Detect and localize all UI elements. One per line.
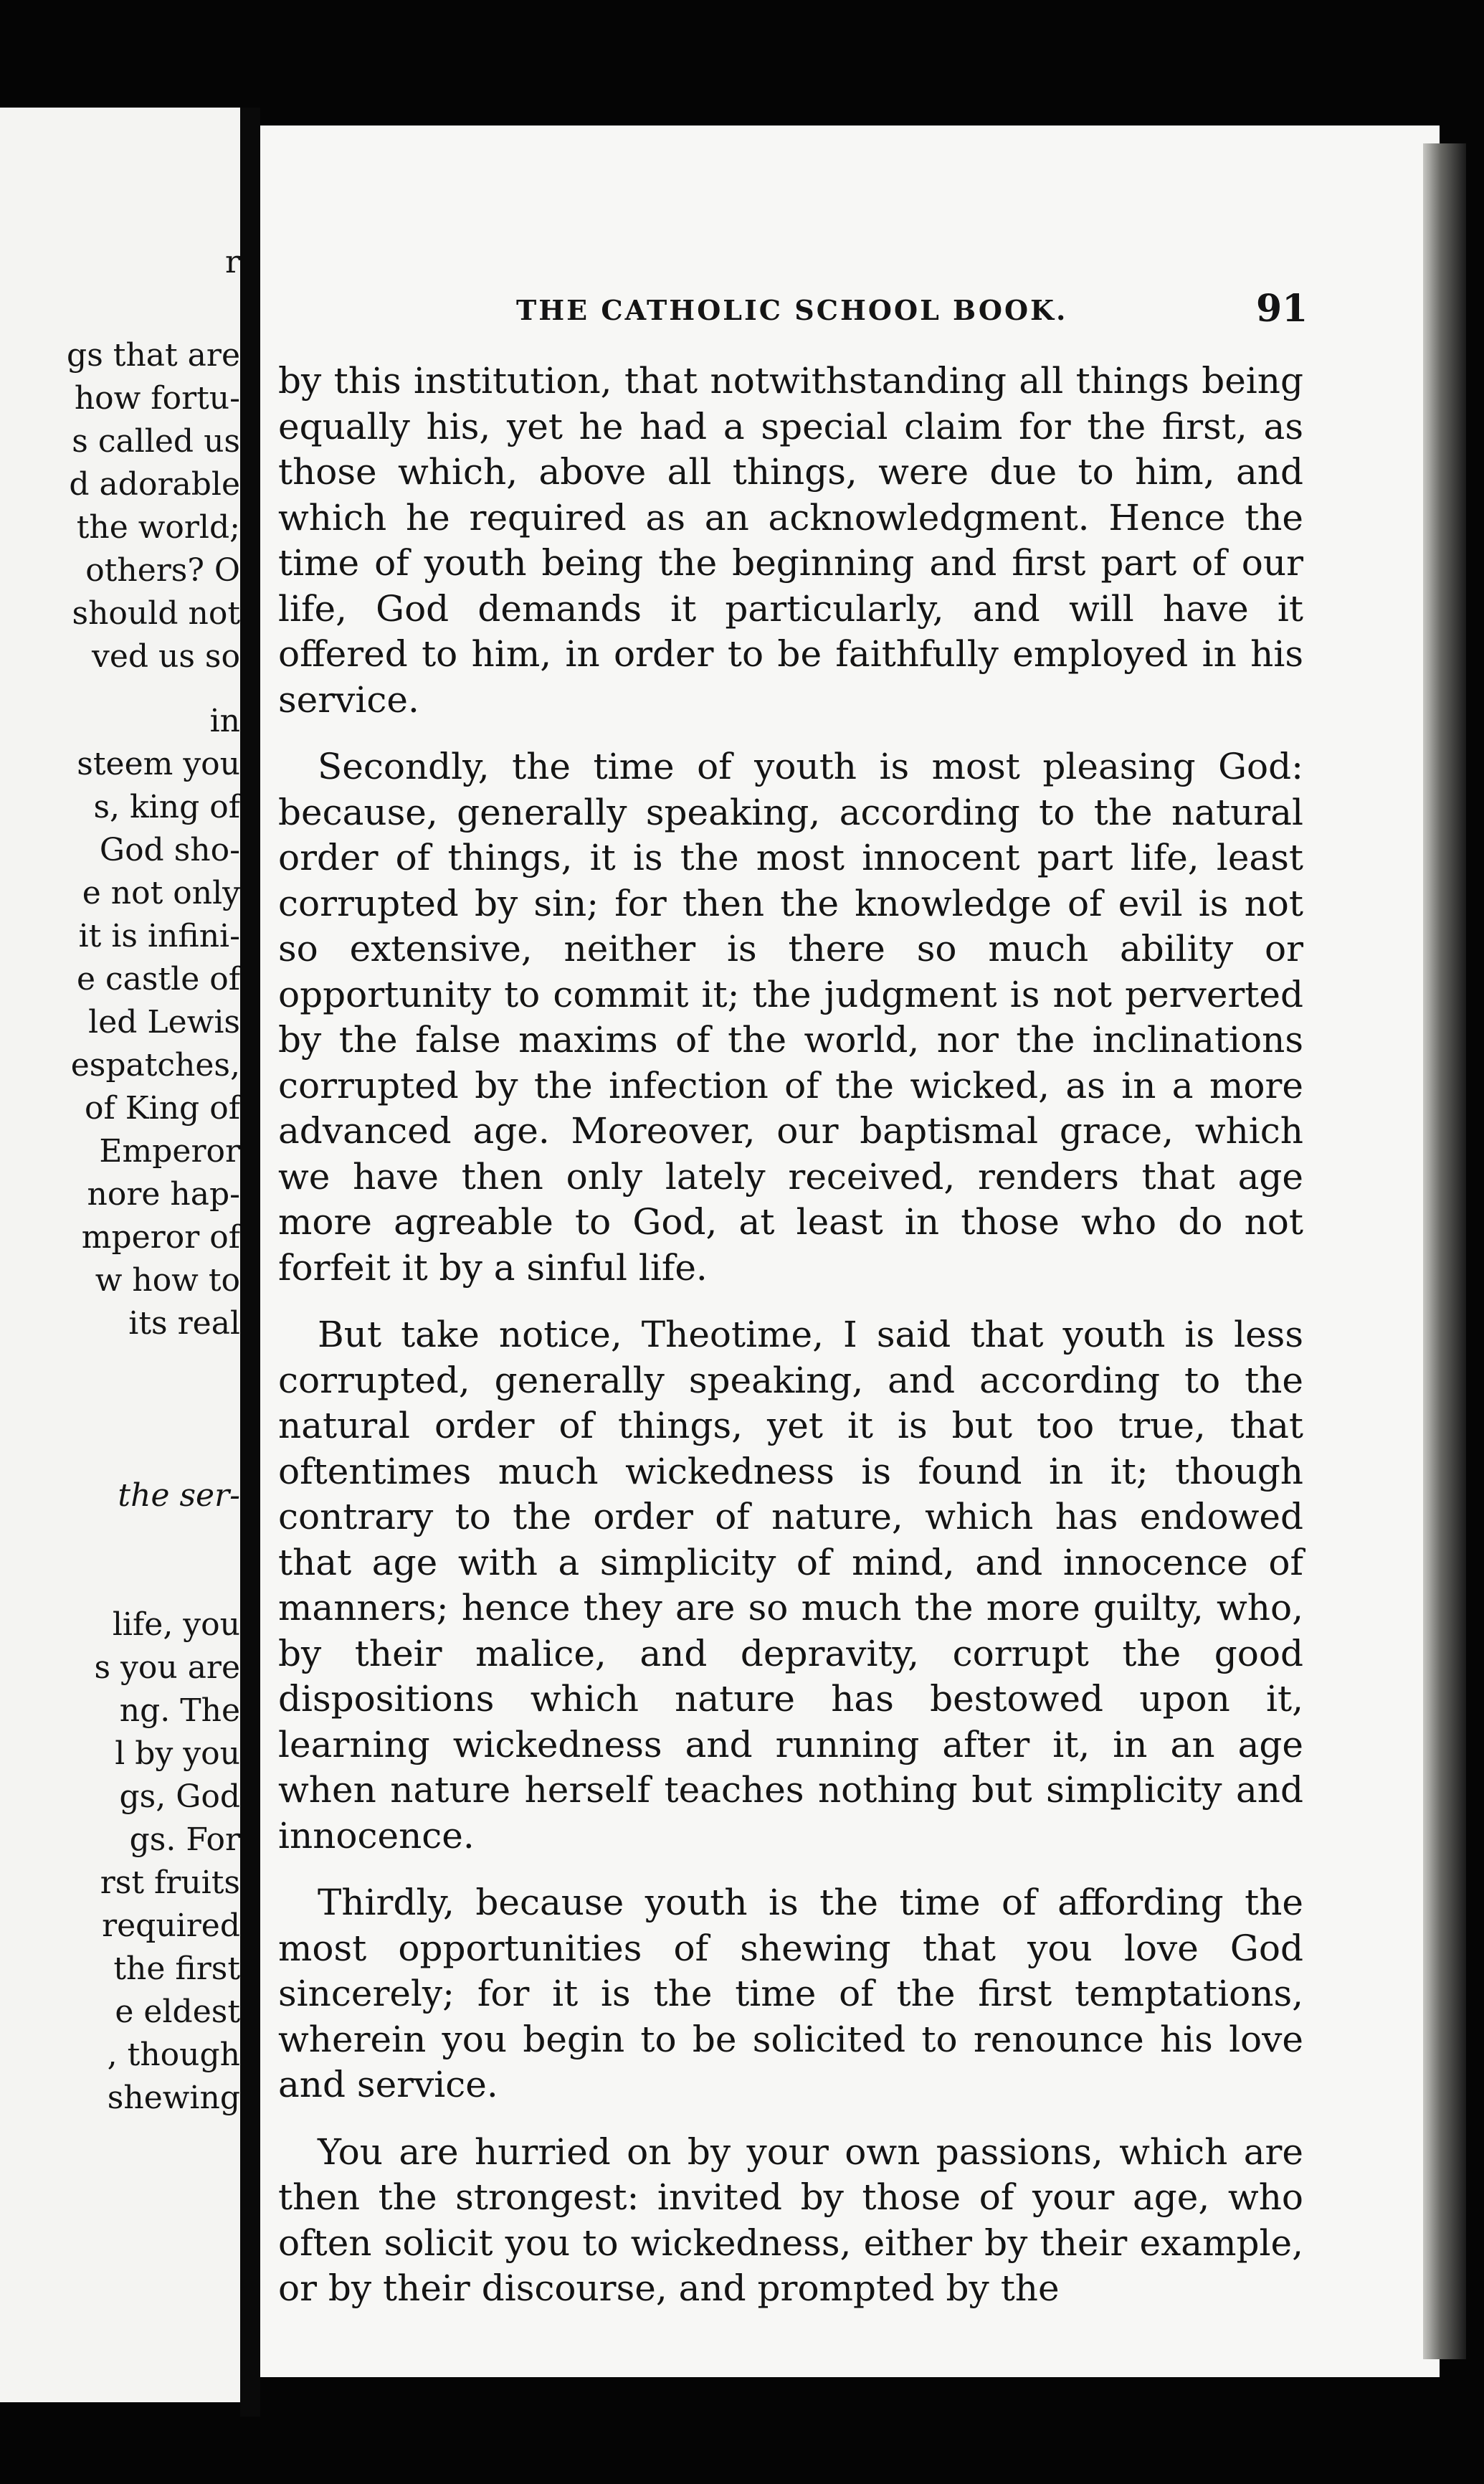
paragraph-1: by this institution, that notwithstanding all things being equally his, yet he had a special claim for the first, as those which, above all things, were due to him, and which he required as an acknowledgment. Hence the time of youth being the beginning and first part of our life, God demands it particularly, and will have it offered to him, in order to be faithfully employed in his service. [278, 360, 1303, 721]
left-page-line: mperor of [81, 1219, 240, 1256]
left-page-line: s, king of [93, 789, 240, 825]
left-page-line: l by you [115, 1735, 240, 1772]
left-page-line: rst fruits [100, 1864, 240, 1901]
left-page-line: steem you [77, 746, 240, 782]
left-page-line: gs. For [129, 1821, 240, 1858]
paragraph-3: But take notice, Theotime, I said that youth is less corrupted, generally speaking, and according to the natural order of things, yet it is but too true, that oftentimes much wickedness is found in it; though contrary to the order of nature, which has endowed that age with a simplicity of mind, and innocence of manners; hence they are so much the more guilty, who, by their malice, and depravity, corrupt the good dispositions which nature has bestowed upon it, learning wickedness and running after it, in an age when nature herself teaches nothing but simplicity and innocence. [278, 1314, 1303, 1857]
left-page-line: s called us [72, 423, 240, 460]
previous-page-fragment [0, 108, 240, 2402]
left-page-line: in [209, 703, 240, 739]
paragraph-2: Secondly, the time of youth is most pleasing God: because, generally speaking, according to the natural order of things, it is the most innocent part life, least corrupted by sin; for then the knowledge of evil is not so extensive, neither is there so much ability or opportunity to commit it; the judgment is not perverted by the false maxims of the world, nor the inclinations corrupted by the infection of the wicked, as in a more advanced age. Moreover, our baptismal grace, which we have then only lately received, renders that age more agreable to God, at least in those who do not forfeit it by a sinful life. [278, 746, 1303, 1289]
left-page-line: s you are [94, 1649, 240, 1686]
left-page-line: e not only [82, 875, 240, 911]
left-page-line: gs that are [67, 337, 240, 374]
left-page-line: ng. The [119, 1692, 240, 1729]
left-page-line: required [102, 1907, 240, 1944]
left-page-line: the world; [76, 509, 240, 546]
left-page-line: ved us so [91, 638, 240, 675]
left-page-line: shewing [107, 2080, 240, 2116]
left-page-line: should not [72, 595, 240, 632]
left-page-line: its real [128, 1305, 240, 1342]
left-page-line: nore hap- [87, 1176, 240, 1213]
left-page-line: Emperor [99, 1133, 240, 1170]
running-head: THE CATHOLIC SCHOOL BOOK. [516, 294, 1068, 326]
left-page-line: how fortu- [74, 380, 240, 417]
left-page-line: gs, God [119, 1778, 240, 1815]
page-number: 91 [1256, 287, 1308, 331]
left-page-line: r [224, 244, 240, 280]
paragraph-4: Thirdly, because youth is the time of affording the most opportunities of shewing that you love God sincerely; for it is the time of the first temptations, wherein you begin to be solicited to renounce his love and service. [278, 1882, 1303, 2105]
left-page-line: God sho- [99, 832, 240, 868]
book-gutter [240, 108, 260, 2417]
left-page-line: the ser- [118, 1477, 240, 1514]
left-page-line: of King of [85, 1090, 240, 1127]
left-page-line: life, you [112, 1606, 240, 1643]
paragraph-5: You are hurried on by your own passions, which are then the strongest: invited by those of your age, who often solicit you to wickedness, either by their example, or by their discourse, and prompted by the [278, 2130, 1303, 2309]
left-page-line: it is infini- [78, 918, 240, 954]
left-page-line: espatches, [70, 1047, 240, 1084]
left-page-line: the first [113, 1950, 240, 1987]
page-edge-shadow [1423, 143, 1466, 2359]
left-page-line: others? O [85, 552, 240, 589]
left-page-line: e castle of [76, 961, 240, 997]
body-text [278, 359, 1303, 2333]
left-page-line: led Lewis [88, 1004, 240, 1040]
left-page-line: d adorable [69, 466, 240, 503]
left-page-line: , though [107, 2037, 240, 2073]
left-page-line: e eldest [115, 1994, 240, 2030]
left-page-line: w how to [95, 1262, 240, 1299]
